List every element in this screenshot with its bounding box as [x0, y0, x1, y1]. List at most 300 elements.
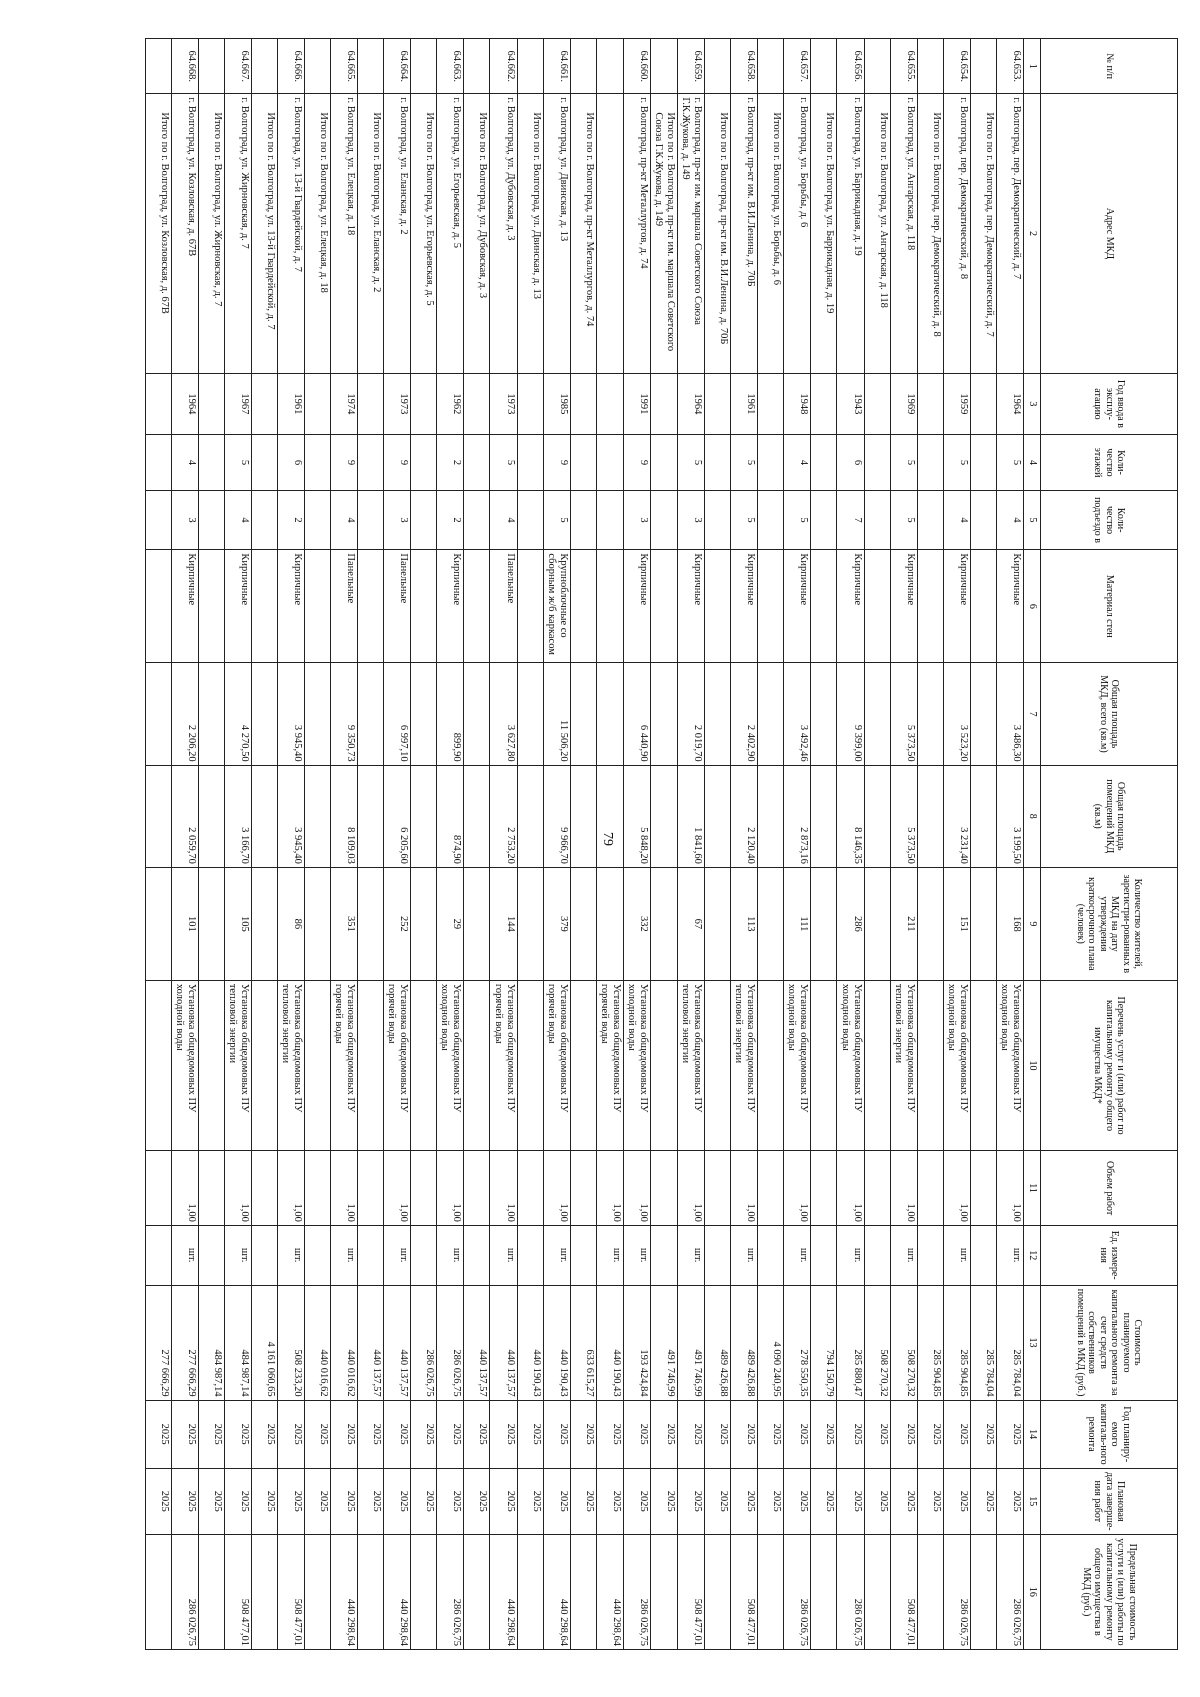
completion-year-cell: 2025	[490, 1468, 517, 1534]
wall-material-cell	[358, 550, 384, 663]
column-number: 8	[1024, 765, 1041, 867]
planned-cost-cell: 440 137,57	[358, 1285, 384, 1400]
premises-area-cell	[570, 765, 596, 867]
planned-year-cell: 2025	[758, 1400, 784, 1468]
address-cell: г. Волгоград, ул. Дубовская, д. 3	[490, 94, 517, 373]
planned-year-cell: 2025	[596, 1400, 623, 1468]
year-built-cell	[811, 373, 837, 435]
work-description-cell: Установка общедомовых ПУ холодной воды	[784, 980, 811, 1150]
work-volume-cell: 1,00	[784, 1151, 811, 1226]
planned-cost-cell: 508 270,32	[890, 1285, 917, 1400]
row-number-cell: 64.668.	[171, 39, 198, 94]
premises-area-cell	[864, 765, 890, 867]
total-area-cell: 5 373,50	[890, 663, 917, 765]
header-cell: Объем работ	[1041, 1151, 1178, 1226]
entrances-count-cell	[252, 490, 278, 550]
planned-year-cell: 2025	[331, 1400, 358, 1468]
address-cell: г. Волгоград, ул. Жирновская, д. 7	[224, 94, 251, 373]
cost-limit-cell: 286 026,75	[171, 1534, 198, 1649]
floors-count-cell	[145, 435, 171, 490]
row-number-cell	[517, 39, 543, 94]
total-area-cell	[198, 663, 224, 765]
row-number-cell: 64.665.	[331, 39, 358, 94]
year-built-cell	[570, 373, 596, 435]
row-number-cell	[705, 39, 731, 94]
wall-material-cell	[252, 550, 278, 663]
completion-year-cell: 2025	[411, 1468, 437, 1534]
row-number-cell	[864, 39, 890, 94]
total-row	[758, 39, 784, 1650]
work-description-cell	[651, 980, 678, 1150]
total-area-cell	[651, 663, 678, 765]
column-number: 7	[1024, 663, 1041, 765]
entrances-count-cell	[358, 490, 384, 550]
work-volume-cell: 1,00	[731, 1151, 758, 1226]
total-area-cell: 3 945,40	[278, 663, 305, 765]
floors-count-cell: 5	[678, 435, 705, 490]
year-built-cell: 1973	[490, 373, 517, 435]
floors-count-cell: 5	[731, 435, 758, 490]
entrances-count-cell	[198, 490, 224, 550]
premises-area-cell	[705, 765, 731, 867]
year-built-cell	[411, 373, 437, 435]
total-area-cell: 6 997,10	[384, 663, 411, 765]
table-row	[731, 39, 758, 1650]
address-cell: г. Волгоград, пер. Демократический, д. 7	[996, 94, 1023, 373]
unit-cell: шт.	[943, 1225, 970, 1285]
premises-area-cell	[464, 765, 490, 867]
wall-material-cell: Кирпичные	[437, 550, 464, 663]
premises-area-cell: 3 166,70	[224, 765, 251, 867]
premises-area-cell	[358, 765, 384, 867]
planned-year-cell: 2025	[464, 1400, 490, 1468]
row-number-cell: 64.655.	[890, 39, 917, 94]
planned-cost-cell: 286 026,75	[411, 1285, 437, 1400]
work-description-cell	[758, 980, 784, 1150]
completion-year-cell: 2025	[171, 1468, 198, 1534]
completion-year-cell: 2025	[864, 1468, 890, 1534]
residents-count-cell	[651, 867, 678, 980]
entrances-count-cell	[758, 490, 784, 550]
work-volume-cell	[305, 1151, 331, 1226]
column-number: 16	[1024, 1534, 1041, 1649]
floors-count-cell: 9	[623, 435, 650, 490]
floors-count-cell	[252, 435, 278, 490]
work-volume-cell	[705, 1151, 731, 1226]
total-area-cell	[864, 663, 890, 765]
total-area-cell	[705, 663, 731, 765]
total-row	[570, 39, 596, 1650]
work-volume-cell	[145, 1151, 171, 1226]
entrances-count-cell: 5	[543, 490, 570, 550]
address-cell: г. Волгоград, ул. Двинская, д. 13	[543, 94, 570, 373]
residents-count-cell	[464, 867, 490, 980]
planned-year-cell: 2025	[651, 1400, 678, 1468]
cost-limit-cell	[811, 1534, 837, 1649]
residents-count-cell: 101	[171, 867, 198, 980]
total-area-cell	[970, 663, 996, 765]
address-cell: Итого по г. Волгоград, ул. Елецкая, д. 18	[305, 94, 331, 373]
row-number-cell: 64.660.	[623, 39, 650, 94]
total-area-cell	[596, 663, 623, 765]
capital-repair-plan-table	[145, 38, 1178, 1650]
year-built-cell: 1964	[678, 373, 705, 435]
planned-cost-cell: 4 090 240,95	[758, 1285, 784, 1400]
residents-count-cell	[252, 867, 278, 980]
year-built-cell	[864, 373, 890, 435]
completion-year-cell: 2025	[384, 1468, 411, 1534]
entrances-count-cell: 3	[678, 490, 705, 550]
address-cell: Итого по г. Волгоград, ул. Егорьевская, д. 5	[411, 94, 437, 373]
premises-area-cell: 2 873,16	[784, 765, 811, 867]
entrances-count-cell: 5	[731, 490, 758, 550]
floors-count-cell: 9	[384, 435, 411, 490]
planned-year-cell: 2025	[811, 1400, 837, 1468]
table-row	[278, 39, 305, 1650]
cost-limit-cell: 508 477,01	[890, 1534, 917, 1649]
residents-count-cell: 144	[490, 867, 517, 980]
residents-count-cell: 113	[731, 867, 758, 980]
planned-year-cell: 2025	[490, 1400, 517, 1468]
residents-count-cell	[358, 867, 384, 980]
premises-area-cell: 3 199,50	[996, 765, 1023, 867]
total-area-cell	[145, 663, 171, 765]
entrances-count-cell	[917, 490, 943, 550]
total-area-cell: 3 486,30	[996, 663, 1023, 765]
residents-count-cell	[811, 867, 837, 980]
entrances-count-cell: 5	[890, 490, 917, 550]
residents-count-cell	[517, 867, 543, 980]
planned-year-cell: 2025	[784, 1400, 811, 1468]
completion-year-cell: 2025	[278, 1468, 305, 1534]
total-area-cell	[358, 663, 384, 765]
row-number-cell: 64.658.	[731, 39, 758, 94]
table-row	[437, 39, 464, 1650]
work-volume-cell	[570, 1151, 596, 1226]
completion-year-cell: 2025	[517, 1468, 543, 1534]
unit-cell: шт.	[596, 1225, 623, 1285]
completion-year-cell: 2025	[705, 1468, 731, 1534]
work-description-cell	[970, 980, 996, 1150]
residents-count-cell: 29	[437, 867, 464, 980]
planned-year-cell: 2025	[917, 1400, 943, 1468]
planned-cost-cell: 794 150,79	[811, 1285, 837, 1400]
planned-cost-cell: 277 666,29	[171, 1285, 198, 1400]
cost-limit-cell	[758, 1534, 784, 1649]
rotated-table-container	[40, 38, 1178, 1650]
work-volume-cell: 1,00	[331, 1151, 358, 1226]
wall-material-cell	[305, 550, 331, 663]
table-row	[623, 39, 650, 1650]
premises-area-cell	[411, 765, 437, 867]
completion-year-cell: 2025	[358, 1468, 384, 1534]
planned-year-cell: 2025	[837, 1400, 864, 1468]
unit-cell: шт.	[224, 1225, 251, 1285]
work-volume-cell: 1,00	[278, 1151, 305, 1226]
wall-material-cell	[651, 550, 678, 663]
unit-cell	[811, 1225, 837, 1285]
completion-year-cell: 2025	[596, 1468, 623, 1534]
cost-limit-cell: 440 298,64	[596, 1534, 623, 1649]
completion-year-cell: 2025	[305, 1468, 331, 1534]
residents-count-cell	[917, 867, 943, 980]
work-volume-cell	[864, 1151, 890, 1226]
table-row	[596, 39, 623, 1650]
unit-cell: шт.	[623, 1225, 650, 1285]
floors-count-cell	[970, 435, 996, 490]
residents-count-cell	[411, 867, 437, 980]
completion-year-cell: 2025	[784, 1468, 811, 1534]
year-built-cell	[305, 373, 331, 435]
planned-cost-cell: 4 161 060,65	[252, 1285, 278, 1400]
planned-year-cell: 2025	[278, 1400, 305, 1468]
header-cell: Плановая дата заверше-ния работ	[1041, 1468, 1178, 1534]
work-volume-cell: 1,00	[678, 1151, 705, 1226]
planned-cost-cell: 285 904,85	[917, 1285, 943, 1400]
total-row	[411, 39, 437, 1650]
address-cell: Итого по г. Волгоград, пр-кт Металлургов, д. 74	[570, 94, 596, 373]
work-description-cell: Установка общедомовых ПУ тепловой энергии	[731, 980, 758, 1150]
wall-material-cell	[970, 550, 996, 663]
cost-limit-cell: 440 298,64	[490, 1534, 517, 1649]
year-built-cell	[252, 373, 278, 435]
completion-year-cell: 2025	[811, 1468, 837, 1534]
completion-year-cell: 2025	[252, 1468, 278, 1534]
work-description-cell: Установка общедомовых ПУ холодной воды	[837, 980, 864, 1150]
header-cell: Предельная стоимость услуги и (или) работы по капитальному ремонту общего имущества в МКД (руб.)	[1041, 1534, 1178, 1649]
unit-cell	[252, 1225, 278, 1285]
total-area-cell: 6 440,90	[623, 663, 650, 765]
wall-material-cell: Кирпичные	[678, 550, 705, 663]
total-area-cell	[411, 663, 437, 765]
work-description-cell	[705, 980, 731, 1150]
row-number-cell: 64.662.	[490, 39, 517, 94]
cost-limit-cell	[411, 1534, 437, 1649]
planned-cost-cell: 633 615,27	[570, 1285, 596, 1400]
planned-cost-cell: 489 426,88	[731, 1285, 758, 1400]
floors-count-cell: 6	[278, 435, 305, 490]
work-volume-cell: 1,00	[623, 1151, 650, 1226]
entrances-count-cell	[517, 490, 543, 550]
floors-count-cell: 4	[171, 435, 198, 490]
work-description-cell: Установка общедомовых ПУ тепловой энергии	[278, 980, 305, 1150]
residents-count-cell: 168	[996, 867, 1023, 980]
cost-limit-cell	[705, 1534, 731, 1649]
entrances-count-cell: 7	[837, 490, 864, 550]
year-built-cell	[596, 373, 623, 435]
column-number: 1	[1024, 39, 1041, 94]
premises-area-cell: 6 205,60	[384, 765, 411, 867]
planned-year-cell: 2025	[570, 1400, 596, 1468]
floors-count-cell: 5	[490, 435, 517, 490]
total-area-cell: 9 399,00	[837, 663, 864, 765]
address-cell: г. Волгоград, ул. Егорьевская, д. 5	[437, 94, 464, 373]
premises-area-cell	[596, 765, 623, 867]
premises-area-cell: 8 109,03	[331, 765, 358, 867]
entrances-count-cell: 3	[171, 490, 198, 550]
planned-year-cell: 2025	[543, 1400, 570, 1468]
cost-limit-cell: 286 026,75	[784, 1534, 811, 1649]
address-cell: г. Волгоград, ул. 13-й Гвардейской, д. 7	[278, 94, 305, 373]
unit-cell: шт.	[890, 1225, 917, 1285]
address-cell: Итого по г. Волгоград, ул. Козловская, д. 67В	[145, 94, 171, 373]
completion-year-cell: 2025	[943, 1468, 970, 1534]
floors-count-cell	[758, 435, 784, 490]
work-description-cell	[252, 980, 278, 1150]
header-cell: Год ввода в эксплу-атацию	[1041, 373, 1178, 435]
total-area-cell: 4 270,50	[224, 663, 251, 765]
unit-cell	[758, 1225, 784, 1285]
floors-count-cell: 5	[224, 435, 251, 490]
wall-material-cell	[705, 550, 731, 663]
entrances-count-cell: 3	[623, 490, 650, 550]
work-description-cell: Установка общедомовых ПУ горячей воды	[596, 980, 623, 1150]
planned-year-cell: 2025	[384, 1400, 411, 1468]
column-number: 5	[1024, 490, 1041, 550]
year-built-cell: 1961	[731, 373, 758, 435]
header-cell: Коли-чество этажей	[1041, 435, 1178, 490]
wall-material-cell: Крупноблочные со сборным ж/б каркасом	[543, 550, 570, 663]
completion-year-cell: 2025	[970, 1468, 996, 1534]
floors-count-cell	[651, 435, 678, 490]
total-row	[517, 39, 543, 1650]
wall-material-cell: Панельные	[384, 550, 411, 663]
work-description-cell	[411, 980, 437, 1150]
work-description-cell: Установка общедомовых ПУ горячей воды	[543, 980, 570, 1150]
wall-material-cell: Кирпичные	[224, 550, 251, 663]
premises-area-cell: 1 841,60	[678, 765, 705, 867]
total-row	[651, 39, 678, 1650]
residents-count-cell	[198, 867, 224, 980]
work-description-cell: Установка общедомовых ПУ холодной воды	[437, 980, 464, 1150]
row-number-cell	[252, 39, 278, 94]
header-cell: Стоимость планируемого капитального ремонта за счет средств собственников помещений в МКД (руб.)	[1041, 1285, 1178, 1400]
wall-material-cell: Кирпичные	[623, 550, 650, 663]
total-area-cell: 3 523,20	[943, 663, 970, 765]
premises-area-cell: 8 146,35	[837, 765, 864, 867]
premises-area-cell	[811, 765, 837, 867]
row-number-cell	[570, 39, 596, 94]
work-volume-cell	[198, 1151, 224, 1226]
column-number: 9	[1024, 867, 1041, 980]
year-built-cell	[517, 373, 543, 435]
unit-cell	[917, 1225, 943, 1285]
address-cell: г. Волгоград, ул. Борьбы, д. 6	[784, 94, 811, 373]
cost-limit-cell: 286 026,75	[437, 1534, 464, 1649]
planned-cost-cell: 440 190,43	[543, 1285, 570, 1400]
unit-cell	[198, 1225, 224, 1285]
premises-area-cell	[651, 765, 678, 867]
address-cell: г. Волгоград, пр-кт им. В.И.Ленина, д. 70Б	[731, 94, 758, 373]
floors-count-cell	[358, 435, 384, 490]
total-area-cell: 9 350,73	[331, 663, 358, 765]
residents-count-cell: 105	[224, 867, 251, 980]
completion-year-cell: 2025	[678, 1468, 705, 1534]
work-description-cell: Установка общедомовых ПУ горячей воды	[384, 980, 411, 1150]
wall-material-cell: Панельные	[331, 550, 358, 663]
cost-limit-cell	[517, 1534, 543, 1649]
residents-count-cell	[145, 867, 171, 980]
total-area-cell: 2 019,70	[678, 663, 705, 765]
table-row	[331, 39, 358, 1650]
total-area-cell	[811, 663, 837, 765]
row-number-cell	[917, 39, 943, 94]
row-number-cell: 64.659.	[678, 39, 705, 94]
work-description-cell: Установка общедомовых ПУ холодной воды	[623, 980, 650, 1150]
completion-year-cell: 2025	[224, 1468, 251, 1534]
wall-material-cell: Кирпичные	[784, 550, 811, 663]
premises-area-cell	[198, 765, 224, 867]
premises-area-cell: 874,90	[437, 765, 464, 867]
work-volume-cell: 1,00	[437, 1151, 464, 1226]
residents-count-cell	[758, 867, 784, 980]
year-built-cell	[651, 373, 678, 435]
work-description-cell: Установка общедомовых ПУ горячей воды	[331, 980, 358, 1150]
planned-cost-cell: 484 987,14	[198, 1285, 224, 1400]
work-description-cell: Установка общедомовых ПУ холодной воды	[996, 980, 1023, 1150]
total-area-cell	[517, 663, 543, 765]
address-cell: г. Волгоград, ул. Козловская, д. 67В	[171, 94, 198, 373]
premises-area-cell: 5 848,20	[623, 765, 650, 867]
floors-count-cell	[811, 435, 837, 490]
address-cell: г. Волгоград, пр-кт Металлургов, д. 74	[623, 94, 650, 373]
total-row	[145, 39, 171, 1650]
completion-year-cell: 2025	[145, 1468, 171, 1534]
row-number-cell	[411, 39, 437, 94]
header-cell: Адрес МКД	[1041, 94, 1178, 373]
wall-material-cell	[917, 550, 943, 663]
header-cell: Материал стен	[1041, 550, 1178, 663]
premises-area-cell: 3 945,40	[278, 765, 305, 867]
work-description-cell	[464, 980, 490, 1150]
table-body	[145, 39, 1023, 1650]
address-cell: г. Волгоград, пер. Демократический, д. 8	[943, 94, 970, 373]
premises-area-cell	[252, 765, 278, 867]
completion-year-cell: 2025	[890, 1468, 917, 1534]
year-built-cell: 1991	[623, 373, 650, 435]
cost-limit-cell: 508 477,01	[224, 1534, 251, 1649]
table-row	[678, 39, 705, 1650]
column-number: 14	[1024, 1400, 1041, 1468]
address-cell: Итого по г. Волгоград, пер. Демократический, д. 7	[970, 94, 996, 373]
table-row	[837, 39, 864, 1650]
entrances-count-cell	[811, 490, 837, 550]
address-cell: г. Волгоград, ул. Еланская, д. 2	[384, 94, 411, 373]
header-cell: № п/п	[1041, 39, 1178, 94]
year-built-cell	[145, 373, 171, 435]
planned-cost-cell: 491 746,99	[651, 1285, 678, 1400]
completion-year-cell: 2025	[651, 1468, 678, 1534]
work-volume-cell: 1,00	[996, 1151, 1023, 1226]
unit-cell: шт.	[678, 1225, 705, 1285]
floors-count-cell	[464, 435, 490, 490]
planned-year-cell: 2025	[890, 1400, 917, 1468]
completion-year-cell: 2025	[996, 1468, 1023, 1534]
planned-year-cell: 2025	[623, 1400, 650, 1468]
planned-cost-cell: 440 137,57	[384, 1285, 411, 1400]
floors-count-cell: 9	[331, 435, 358, 490]
planned-year-cell: 2025	[411, 1400, 437, 1468]
year-built-cell	[917, 373, 943, 435]
row-number-cell	[596, 39, 623, 94]
floors-count-cell: 4	[784, 435, 811, 490]
residents-count-cell: 86	[278, 867, 305, 980]
residents-count-cell: 332	[623, 867, 650, 980]
planned-cost-cell: 440 137,57	[490, 1285, 517, 1400]
entrances-count-cell	[570, 490, 596, 550]
work-volume-cell	[411, 1151, 437, 1226]
row-number-cell	[145, 39, 171, 94]
